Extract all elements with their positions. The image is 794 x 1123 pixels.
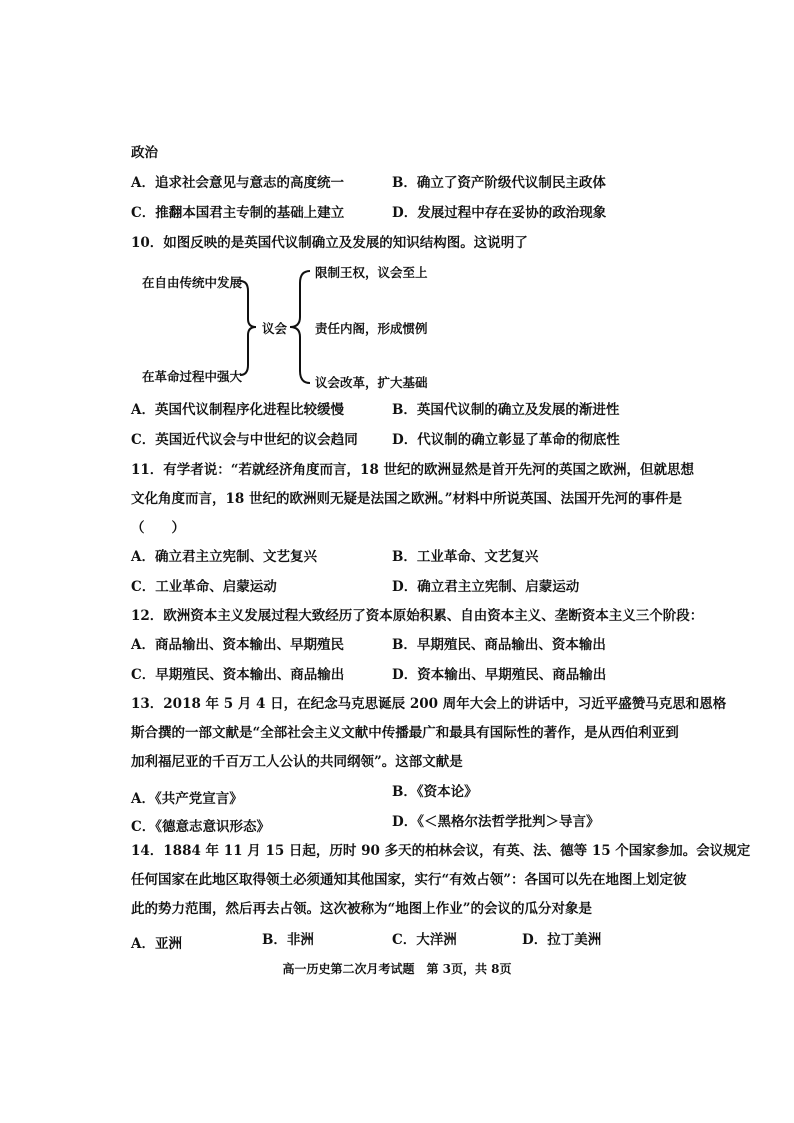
q13-stem-1: 13．2018 年 5 月 4 日，在纪念马克思诞辰 200 周年大会上的讲话中，习近平盛赞马克思和恩格 [131,696,727,712]
top-fragment: 政治 [131,145,158,161]
diagram-left-bottom: 在革命过程中强大 [142,369,243,384]
page-footer: 高一历史第二次月考试题 第 3页，共 8页 [282,962,512,976]
q13-option-d: D．《＜黑格尔法哲学批判＞导言》 [392,814,600,830]
q13-option-b: B．《资本论》 [392,784,478,800]
q14-option-c: C．大洋洲 [392,932,457,948]
q10-option-d: D．代议制的确立彰显了革命的彻底性 [392,432,620,448]
q11-option-c: C．工业革命、启蒙运动 [131,579,277,595]
q9-option-c: C．推翻本国君主专制的基础上建立 [131,205,345,221]
diagram-left-top: 在自由传统中发展 [142,275,243,290]
q11-stem-2: 文化角度而言，18 世纪的欧洲则无疑是法国之欧洲。”材料中所说英国、法国开先河的事件是 [131,491,683,507]
q12-option-b: B．早期殖民、商品输出、资本输出 [392,637,606,653]
q14-option-d: D．拉丁美洲 [522,932,602,948]
q13-option-a: A．《共产党宣言》 [131,791,243,807]
q11-option-d: D．确立君主立宪制、启蒙运动 [392,579,580,595]
q14-option-a: A．亚洲 [131,936,182,952]
q11-option-a: A．确立君主立宪制、文艺复兴 [131,549,317,565]
q10-option-b: B．英国代议制的确立及发展的渐进性 [392,402,620,418]
diagram-right-2: 责任内阁，形成惯例 [315,321,428,336]
q10-option-c: C．英国近代议会与中世纪的议会趋同 [131,432,358,448]
q12-option-c: C．早期殖民、资本输出、商品输出 [131,667,345,683]
q12-option-d: D．资本输出、早期殖民、商品输出 [392,667,607,683]
q9-option-b: B．确立了资产阶级代议制民主政体 [392,175,606,191]
q10-diagram [132,263,452,393]
q13-stem-3: 加利福尼亚的千百万工人公认的共同纲领”。这部文献是 [131,754,463,770]
q14-stem-2: 任何国家在此地区取得领土必须通知其他国家，实行“有效占领”：各国可以先在地图上划定彼 [131,872,687,888]
diagram-center: 议会 [262,321,288,336]
q14-stem-1: 14．1884 年 11 月 15 日起，历时 90 多天的柏林会议，有英、法、德等 15 个国家参加。会议规定 [131,843,751,859]
q12-option-a: A．商品输出、资本输出、早期殖民 [131,637,344,653]
q10-option-a: A．英国代议制程序化进程比较缓慢 [131,402,344,418]
q13-stem-2: 斯合撰的一部文献是“全部社会主义文献中传播最广和最具有国际性的著作，是从西伯利亚到 [131,725,679,741]
q11-option-b: B．工业革命、文艺复兴 [392,549,539,565]
q11-stem-1: 11．有学者说：“若就经济角度而言，18 世纪的欧洲显然是首开先河的英国之欧洲，但就思想 [131,462,695,478]
q11-stem-3: （ ） [131,520,185,536]
diagram-right-3: 议会改革，扩大基础 [315,375,428,390]
q14-option-b: B．非洲 [262,932,314,948]
q14-stem-3: 此的势力范围，然后再去占领。这次被称为“地图上作业”的会议的瓜分对象是 [131,901,593,917]
q12-stem: 12．欧洲资本主义发展过程大致经历了资本原始积累、自由资本主义、垄断资本主义三个阶段： [131,608,704,624]
q9-option-a: A．追求社会意见与意志的高度统一 [131,175,344,191]
q13-option-c: C．《德意志意识形态》 [131,819,270,835]
diagram-right-1: 限制王权，议会至上 [315,265,428,280]
q9-option-d: D．发展过程中存在妥协的政治现象 [392,205,607,221]
q10-stem: 10．如图反映的是英国代议制确立及发展的知识结构图。这说明了 [131,235,528,251]
